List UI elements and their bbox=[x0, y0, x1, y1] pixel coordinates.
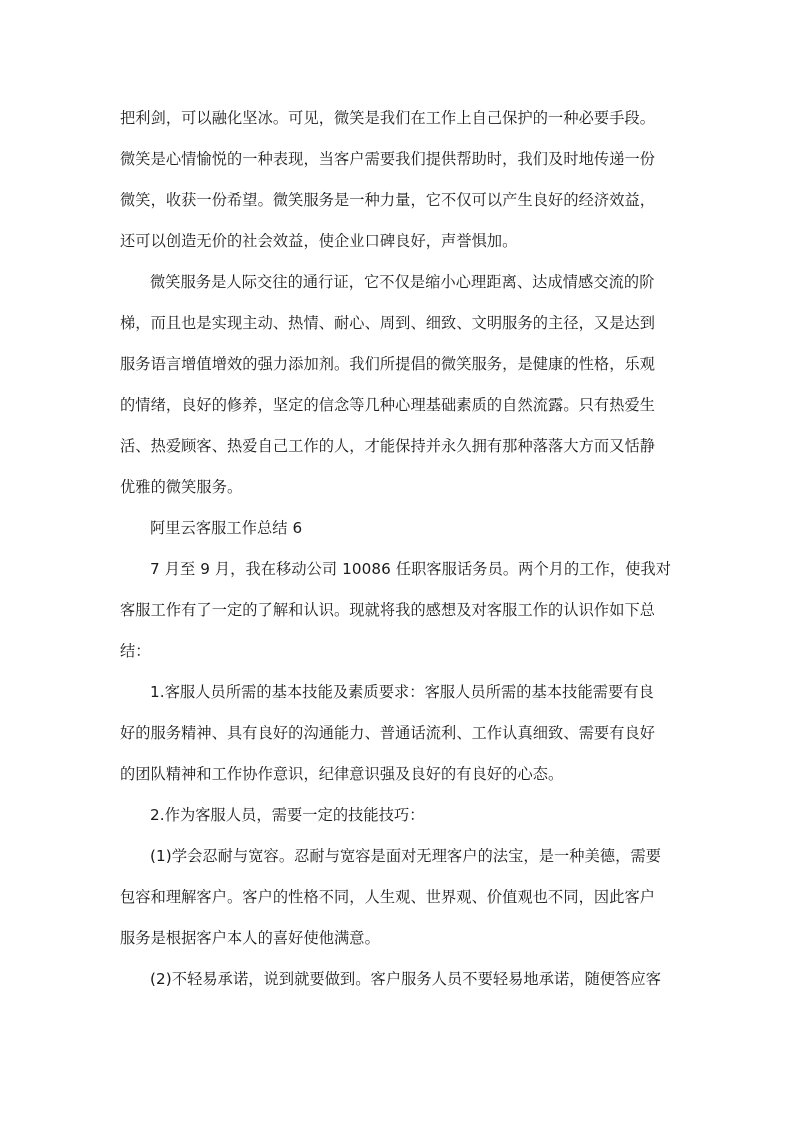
paragraph-start-line: 2.作为客服人员，需要一定的技能技巧： bbox=[150, 806, 425, 824]
paragraph-start-line: 7 月至 9 月，我在移动公司 10086 任职客服话务员。两个月的工作，使我对 bbox=[150, 560, 672, 578]
text-line: 的团队精神和工作协作意识，纪律意识强及良好的有良好的心态。 bbox=[120, 765, 564, 783]
text-line: 服务是根据客户本人的喜好使他满意。 bbox=[120, 929, 380, 947]
paragraph-start-line: (2)不轻易承诺，说到就要做到。客户服务人员不要轻易地承诺，随便答应客 bbox=[150, 970, 662, 988]
section-heading: 阿里云客服工作总结 6 bbox=[150, 519, 303, 537]
document-body bbox=[120, 98, 676, 1000]
text-line: 微笑是心情愉悦的一种表现，当客户需要我们提供帮助时，我们及时地传递一份 bbox=[120, 150, 656, 168]
text-line: 服务语言增值增效的强力添加剂。我们所提倡的微笑服务，是健康的性格，乐观 bbox=[120, 355, 656, 373]
text-line: 优雅的微笑服务。 bbox=[120, 478, 243, 496]
text-line: 梯，而且也是实现主动、热情、耐心、周到、细致、文明服务的主径，又是达到 bbox=[120, 314, 656, 332]
paragraph-start-line: 微笑服务是人际交往的通行证，它不仅是缩小心理距离、达成情感交流的阶 bbox=[150, 273, 655, 291]
text-line: 微笑，收获一份希望。微笑服务是一种力量，它不仅可以产生良好的经济效益， bbox=[120, 191, 656, 209]
paragraph-start-line: 1.客服人员所需的基本技能及素质要求：客服人员所需的基本技能需要有良 bbox=[150, 683, 654, 701]
text-line: 还可以创造无价的社会效益，使企业口碑良好，声誉惧加。 bbox=[120, 232, 518, 250]
text-line: 活、热爱顾客、热爱自己工作的人，才能保持并永久拥有那种落落大方而又恬静 bbox=[120, 437, 656, 455]
text-line: 结： bbox=[120, 642, 151, 660]
text-line: 把利剑，可以融化坚冰。可见，微笑是我们在工作上自己保护的一种必要手段。 bbox=[120, 109, 656, 127]
text-line: 包容和理解客户。客户的性格不同，人生观、世界观、价值观也不同，因此客户 bbox=[120, 888, 656, 906]
paragraph-start-line: (1)学会忍耐与宽容。忍耐与宽容是面对无理客户的法宝，是一种美德，需要 bbox=[150, 847, 662, 865]
text-line: 的情绪，良好的修养，坚定的信念等几种心理基础素质的自然流露。只有热爱生 bbox=[120, 396, 656, 414]
text-line: 客服工作有了一定的了解和认识。现就将我的感想及对客服工作的认识作如下总 bbox=[120, 601, 656, 619]
text-line: 好的服务精神、具有良好的沟通能力、普通话流利、工作认真细致、需要有良好 bbox=[120, 724, 656, 742]
